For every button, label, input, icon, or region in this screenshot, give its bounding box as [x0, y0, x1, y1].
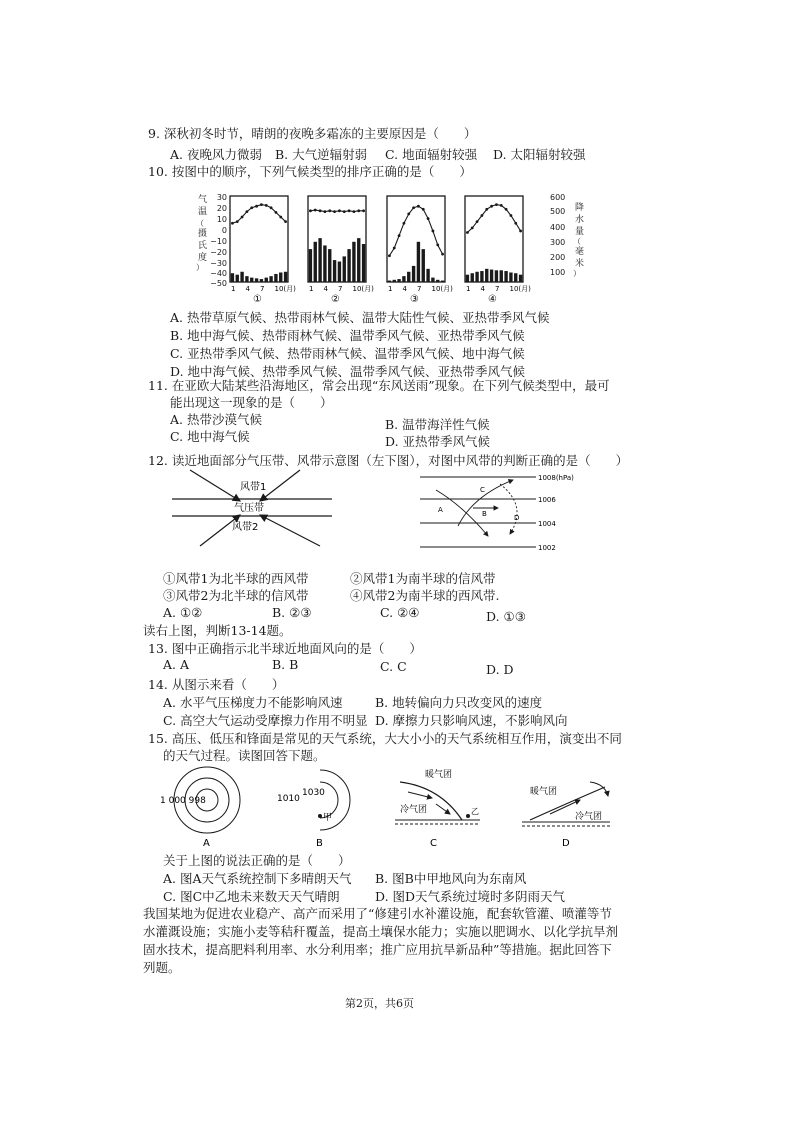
diagram-b-label: B: [316, 838, 323, 849]
precipitation-bar: [333, 260, 336, 282]
q10-option-c: C. 亚热带季风气候、热带雨林气候、温带季风气候、地中海气候: [170, 346, 525, 361]
precipitation-bar: [485, 269, 488, 282]
wind-arrow-d: [500, 484, 520, 534]
diagram-d-cold: 冷气团: [575, 812, 603, 822]
precipitation-bar: [471, 273, 474, 282]
diagram-c-point: 乙: [471, 807, 479, 816]
left-tick: 30: [216, 193, 227, 202]
precip-axis-label-2: 水: [575, 215, 585, 225]
pressure-wind-belt-diagram: [172, 470, 332, 550]
isobar-label: 1002: [538, 544, 556, 552]
precipitation-bar: [352, 242, 355, 282]
month-tick: 7: [495, 285, 500, 293]
right-tick: 300: [550, 238, 566, 247]
passage-line-2: 水灌溉设施；实施小麦等秸秆覆盖，提高土壤保水能力；实施以肥调水、以化学抗旱剂: [143, 924, 619, 939]
month-tick: 4: [245, 285, 250, 293]
page-footer: 第2页，共6页: [345, 997, 414, 1010]
precipitation-bar: [504, 271, 507, 282]
precipitation-bar: [245, 276, 248, 282]
arrow-label-c: C: [480, 486, 485, 494]
precipitation-bar: [393, 280, 396, 282]
precip-axis-label-1: 降: [575, 203, 585, 213]
month-tick: 1: [388, 285, 393, 293]
precipitation-bar: [495, 270, 498, 282]
precipitation-bar: [490, 270, 493, 282]
precipitation-bar: [318, 238, 321, 282]
q12-option-c: C. ②④: [380, 605, 420, 620]
q13-option-d: D. D: [486, 662, 514, 677]
month-tick: 7: [417, 285, 422, 293]
q15-option-b: B. 图B中甲地风向为东南风: [375, 871, 527, 886]
left-tick: 20: [216, 204, 227, 213]
precip-axis-label-7: ）: [573, 269, 581, 278]
q14-option-d: D. 摩擦力只影响风速，不影响风向: [375, 713, 568, 728]
diagram-a: [160, 767, 240, 849]
left-tick: 10: [216, 215, 227, 224]
precip-axis-label-5: 毫: [575, 247, 585, 257]
precipitation-bar: [236, 275, 239, 282]
month-tick: 4: [480, 285, 485, 293]
q10-option-a: A. 热带草原气候、热带雨林气候、温带大陆性气候、亚热带季风气候: [170, 310, 550, 325]
precipitation-bar: [426, 269, 429, 282]
precipitation-bar: [269, 276, 272, 282]
precipitation-bar: [328, 249, 331, 282]
diagram-b-right: 1030: [302, 788, 325, 798]
precipitation-bar: [422, 249, 425, 282]
precipitation-bar: [441, 281, 444, 282]
diagram-d: [522, 782, 610, 849]
passage-line-4: 列题。: [143, 960, 181, 975]
isobar-label: 1006: [538, 496, 556, 504]
month-tick: 1: [231, 285, 236, 293]
month-tick: 10(月): [274, 285, 296, 293]
climate-panel-label: ③: [410, 294, 419, 305]
precipitation-bar: [417, 242, 420, 282]
q11-stem-line1: 11. 在亚欧大陆某些沿海地区，常会出现“东风送雨”现象。在下列气候类型中，最可: [148, 378, 610, 393]
precipitation-bar: [284, 272, 287, 282]
q11-stem-line2: 能出现这一现象的是（ ）: [170, 395, 333, 410]
passage-line-3: 固水技术，提高肥料利用率、水分利用率；推广应用抗旱新品种”等措施。据此回答下: [143, 942, 612, 957]
precipitation-bar: [519, 275, 522, 282]
q9-option-a: A. 夜晚风力微弱: [170, 147, 262, 162]
left-tick: −40: [210, 269, 227, 278]
temp-axis-label-6: 度: [198, 253, 208, 263]
precipitation-bar: [397, 279, 400, 282]
q11-option-b: B. 温带海洋性气候: [385, 417, 490, 432]
q12-statement-3: ③风带2为北半球的信风带: [163, 588, 309, 603]
right-tick: 100: [550, 268, 566, 277]
precipitation-bar: [231, 273, 234, 282]
temp-axis-label-5: 氏: [198, 241, 208, 251]
climate-panel-label: ②: [331, 294, 340, 305]
precip-axis-label-6: 米: [575, 259, 585, 269]
diagram-d-label: D: [562, 838, 570, 849]
q15-sub-stem: 关于上图的说法正确的是（ ）: [163, 853, 351, 868]
diagram-c-warm: 暖气团: [425, 770, 453, 780]
q10-option-d: D. 地中海气候、热带季风气候、温带季风气候、亚热带季风气候: [170, 364, 526, 379]
precipitation-bar: [500, 270, 503, 282]
right-tick: 200: [550, 253, 566, 262]
precipitation-bar: [480, 271, 483, 282]
q12-statement-1: ①风带1为北半球的西风带: [163, 571, 309, 586]
q13-option-a: A. A: [163, 657, 190, 672]
q15-option-c: C. 图C中乙地未来数天天气晴朗: [163, 889, 340, 904]
climate-panel-label: ①: [253, 294, 262, 305]
precipitation-bar: [388, 281, 391, 282]
month-tick: 4: [323, 285, 328, 293]
diagram-a-label: A: [203, 838, 210, 849]
left-tick: −30: [210, 259, 227, 268]
q14-option-a: A. 水平气压梯度力不能影响风速: [163, 695, 343, 710]
q12-stem: 12. 读近地面部分气压带、风带示意图（左下图），对图中风带的判断正确的是（ ）: [148, 453, 629, 468]
q10-option-b: B. 地中海气候、热带雨林气候、温带季风气候、亚热带季风气候: [170, 328, 525, 343]
month-tick: 10(月): [509, 285, 531, 293]
climate-panel-frame: [465, 196, 523, 282]
q13-option-c: C. C: [380, 659, 407, 674]
left-tick: −20: [210, 248, 227, 257]
precipitation-bar: [436, 280, 439, 282]
arrow-label-d: D: [514, 514, 520, 522]
q14-option-c: C. 高空大气运动受摩擦力作用不明显: [163, 713, 368, 728]
precipitation-bar: [347, 249, 350, 282]
month-tick: 1: [466, 285, 471, 293]
q15-stem-line2: 的天气过程。读图回答下题。: [163, 748, 326, 763]
precipitation-bar: [475, 272, 478, 282]
precipitation-bar: [265, 278, 268, 282]
left-tick: −10: [210, 237, 227, 246]
isobar-wind-diagram: [418, 466, 574, 556]
precipitation-bar: [279, 272, 282, 282]
month-tick: 4: [402, 285, 407, 293]
climate-panel-frame: [387, 196, 445, 282]
wind-arrow: [260, 515, 320, 546]
temperature-curve: [389, 206, 442, 256]
precipitation-bar: [412, 266, 415, 282]
left-tick: −50: [210, 279, 227, 288]
q9-option-c: C. 地面辐射较强: [385, 147, 478, 162]
climate-panel-label: ④: [488, 294, 497, 305]
wind-belt-2-label: 风带2: [232, 522, 259, 533]
temperature-curve: [467, 205, 520, 233]
right-tick: 500: [550, 207, 566, 216]
climate-panel-frame: [230, 196, 288, 282]
arrow-label-b: B: [482, 510, 487, 518]
q14-stem: 14. 从图示来看（ ）: [148, 677, 285, 692]
q15-option-d: D. 图D天气系统过境时多阴雨天气: [375, 889, 566, 904]
precipitation-bar: [240, 272, 243, 282]
q12-statement-4: ④风带2为南半球的西风带.: [350, 588, 500, 603]
wind-arrow: [190, 470, 240, 501]
q9-option-d: D. 太阳辐射较强: [493, 147, 586, 162]
precipitation-bar: [509, 272, 512, 282]
precipitation-bar: [407, 272, 410, 282]
left-tick: 0: [221, 226, 227, 235]
isobar-label: 1008(hPa): [538, 474, 574, 482]
precipitation-bar: [274, 274, 277, 282]
arrow-label-a: A: [438, 506, 443, 514]
pressure-belt-label: 气压带: [234, 503, 264, 514]
diagram-c-cold: 冷气团: [400, 805, 428, 815]
climate-charts: [190, 188, 585, 310]
q15-option-a: A. 图A天气系统控制下多晴朗天气: [163, 871, 352, 886]
diagram-c-label: C: [430, 838, 437, 849]
right-tick: 600: [550, 193, 566, 202]
precipitation-bar: [402, 276, 405, 282]
precipitation-bar: [314, 242, 317, 282]
temp-axis-label-1: 气: [198, 195, 208, 205]
month-tick: 10(月): [431, 285, 453, 293]
q12-option-b: B. ②③: [272, 605, 312, 620]
precipitation-bar: [362, 244, 365, 282]
q11-option-c: C. 地中海气候: [170, 429, 250, 444]
month-tick: 7: [338, 285, 343, 293]
wind-arrow-a: [436, 490, 488, 536]
month-tick: 1: [309, 285, 314, 293]
temp-axis-label-3: （: [196, 219, 204, 228]
isobar-label: 1004: [538, 520, 556, 528]
q14-option-b: B. 地转偏向力只改变风的速度: [375, 695, 543, 710]
diagram-b: [277, 770, 350, 849]
q11-option-d: D. 亚热带季风气候: [385, 434, 491, 449]
diagram-a-values: 1 000 998: [160, 796, 206, 806]
precipitation-bar: [343, 256, 346, 282]
read-note: 读右上图，判断13-14题。: [143, 623, 292, 638]
q12-statement-2: ②风带1为南半球的信风带: [350, 571, 496, 586]
diagram-b-point: 甲: [323, 813, 333, 823]
right-tick: 400: [550, 223, 566, 232]
q12-option-d: D. ①③: [486, 609, 526, 624]
q9-stem: 9. 深秋初冬时节，晴朗的夜晚多霜冻的主要原因是（ ）: [148, 126, 477, 141]
precipitation-bar: [250, 278, 253, 282]
precip-axis-label-3: 量: [575, 227, 585, 237]
precipitation-bar: [514, 273, 517, 282]
temp-axis-label-4: 摄: [198, 229, 208, 239]
q9-option-b: B. 大气逆辐射弱: [275, 147, 368, 162]
q10-stem: 10. 按图中的顺序，下列气候类型的排序正确的是（ ）: [148, 164, 472, 179]
diagram-c: [395, 768, 480, 849]
diagram-b-left: 1010: [277, 794, 300, 804]
precip-axis-label-4: （: [573, 237, 581, 246]
diagram-d-warm: 暖气团: [530, 787, 558, 797]
precipitation-bar: [431, 278, 434, 282]
weather-system-diagrams: [150, 762, 620, 852]
q15-stem-line1: 15. 高压、低压和锋面是常见的天气系统，大大小小的天气系统相互作用，演变出不同: [148, 731, 622, 746]
precipitation-bar: [323, 245, 326, 282]
q13-stem: 13. 图中正确指示北半球近地面风向的是（ ）: [148, 641, 422, 656]
precipitation-bar: [309, 249, 312, 282]
wind-arrow-c: [458, 480, 513, 526]
temp-axis-label-2: 温: [198, 207, 208, 217]
temp-axis-label-7: ）: [196, 263, 204, 272]
precipitation-bar: [338, 262, 341, 282]
wind-belt-1-label: 风带1: [240, 482, 267, 493]
passage-line-1: 我国某地为促进农业稳产、高产而采用了“修建引水补灌设施，配套软管灌、喷灌等节: [143, 906, 612, 921]
q13-option-b: B. B: [272, 657, 299, 672]
q11-option-a: A. 热带沙漠气候: [170, 412, 262, 427]
temperature-curve: [232, 205, 285, 224]
month-tick: 10(月): [352, 285, 374, 293]
precipitation-bar: [466, 275, 469, 282]
precipitation-bar: [255, 278, 258, 282]
precipitation-bar: [260, 279, 263, 282]
q12-option-a: A. ①②: [163, 605, 203, 620]
temperature-curve: [310, 210, 363, 212]
month-tick: 7: [260, 285, 265, 293]
precipitation-bar: [357, 238, 360, 282]
